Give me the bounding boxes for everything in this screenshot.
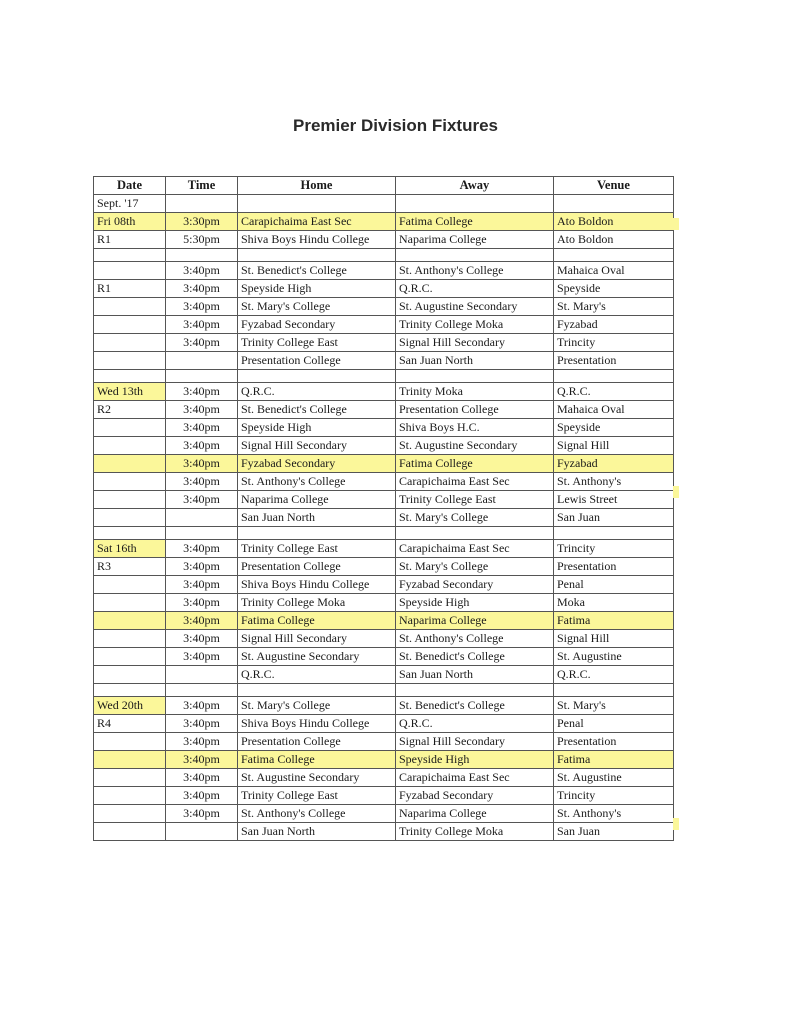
date-cell	[94, 666, 166, 684]
table-row	[94, 823, 674, 841]
away-cell: Trinity College Moka	[396, 823, 554, 841]
spacer-row	[94, 370, 674, 383]
header-date: Date	[94, 177, 166, 195]
home-cell: St. Mary's College	[238, 697, 396, 715]
home-cell: Trinity College Moka	[238, 594, 396, 612]
venue-cell: St. Augustine	[554, 648, 674, 666]
empty-cell	[238, 527, 396, 540]
venue-cell: Fatima	[554, 751, 674, 769]
empty-cell	[396, 684, 554, 697]
home-cell: Trinity College East	[238, 334, 396, 352]
empty-cell	[166, 684, 238, 697]
date-cell	[94, 473, 166, 491]
date-cell	[94, 437, 166, 455]
venue-cell: Signal Hill	[554, 437, 674, 455]
table-row	[94, 231, 674, 249]
date-cell	[94, 509, 166, 527]
date-cell	[94, 334, 166, 352]
time-cell: 3:40pm	[166, 612, 238, 630]
time-cell: 3:40pm	[166, 316, 238, 334]
date-cell	[94, 352, 166, 370]
home-cell: Carapichaima East Sec	[238, 213, 396, 231]
time-cell: 3:40pm	[166, 419, 238, 437]
away-cell: Shiva Boys H.C.	[396, 419, 554, 437]
away-cell: St. Benedict's College	[396, 697, 554, 715]
table-row	[94, 316, 674, 334]
away-cell: Fyzabad Secondary	[396, 787, 554, 805]
time-cell: 3:40pm	[166, 733, 238, 751]
highlight-mark	[673, 818, 679, 830]
date-cell	[94, 576, 166, 594]
fixtures-table	[93, 176, 674, 841]
away-cell: St. Anthony's College	[396, 630, 554, 648]
empty-cell	[396, 370, 554, 383]
table-row	[94, 401, 674, 419]
table-row	[94, 697, 674, 715]
venue-cell: Presentation	[554, 733, 674, 751]
venue-cell: Trincity	[554, 334, 674, 352]
time-cell: 3:40pm	[166, 437, 238, 455]
table-row	[94, 666, 674, 684]
away-cell: San Juan North	[396, 352, 554, 370]
time-cell: 3:40pm	[166, 805, 238, 823]
time-cell: 5:30pm	[166, 231, 238, 249]
venue-cell: St. Augustine	[554, 769, 674, 787]
home-cell: Signal Hill Secondary	[238, 630, 396, 648]
table-row	[94, 352, 674, 370]
time-cell: 3:40pm	[166, 383, 238, 401]
highlight-mark	[673, 486, 679, 498]
home-cell: San Juan North	[238, 509, 396, 527]
home-cell: Speyside High	[238, 280, 396, 298]
empty-cell	[94, 684, 166, 697]
away-cell: St. Augustine Secondary	[396, 437, 554, 455]
table-row	[94, 491, 674, 509]
empty-cell	[238, 684, 396, 697]
date-cell	[94, 751, 166, 769]
date-cell	[94, 419, 166, 437]
date-cell: Wed 20th	[94, 697, 166, 715]
venue-cell: Trincity	[554, 540, 674, 558]
empty-cell	[396, 249, 554, 262]
away-cell: Fatima College	[396, 455, 554, 473]
time-cell: 3:40pm	[166, 298, 238, 316]
table-row	[94, 751, 674, 769]
date-cell	[94, 491, 166, 509]
away-cell: Trinity Moka	[396, 383, 554, 401]
venue-cell: Mahaica Oval	[554, 401, 674, 419]
home-cell: Presentation College	[238, 558, 396, 576]
away-cell: Signal Hill Secondary	[396, 733, 554, 751]
time-cell: 3:40pm	[166, 401, 238, 419]
date-cell	[94, 262, 166, 280]
empty-cell	[94, 370, 166, 383]
home-cell: Fyzabad Secondary	[238, 316, 396, 334]
away-cell	[396, 195, 554, 213]
table-row	[94, 540, 674, 558]
away-cell: Speyside High	[396, 594, 554, 612]
date-cell	[94, 298, 166, 316]
away-cell: St. Benedict's College	[396, 648, 554, 666]
home-cell: Presentation College	[238, 352, 396, 370]
home-cell: Fyzabad Secondary	[238, 455, 396, 473]
home-cell: San Juan North	[238, 823, 396, 841]
home-cell: Fatima College	[238, 612, 396, 630]
time-cell	[166, 823, 238, 841]
time-cell: 3:40pm	[166, 576, 238, 594]
date-cell: R1	[94, 231, 166, 249]
page-title: Premier Division Fixtures	[292, 116, 499, 135]
table-row	[94, 594, 674, 612]
empty-cell	[238, 249, 396, 262]
time-cell: 3:40pm	[166, 334, 238, 352]
table-row	[94, 473, 674, 491]
table-row	[94, 334, 674, 352]
venue-cell: St. Anthony's	[554, 473, 674, 491]
venue-cell: Ato Boldon	[554, 231, 674, 249]
date-cell	[94, 630, 166, 648]
home-cell: Q.R.C.	[238, 383, 396, 401]
table-row	[94, 733, 674, 751]
home-cell: Speyside High	[238, 419, 396, 437]
time-cell: 3:40pm	[166, 280, 238, 298]
away-cell: San Juan North	[396, 666, 554, 684]
home-cell	[238, 195, 396, 213]
time-cell: 3:40pm	[166, 491, 238, 509]
home-cell: St. Anthony's College	[238, 473, 396, 491]
home-cell: Shiva Boys Hindu College	[238, 576, 396, 594]
away-cell: Naparima College	[396, 805, 554, 823]
time-cell: 3:30pm	[166, 213, 238, 231]
table-row	[94, 262, 674, 280]
table-row	[94, 195, 674, 213]
venue-cell: Q.R.C.	[554, 383, 674, 401]
date-cell	[94, 769, 166, 787]
time-cell	[166, 195, 238, 213]
empty-cell	[554, 684, 674, 697]
away-cell: St. Mary's College	[396, 509, 554, 527]
time-cell: 3:40pm	[166, 455, 238, 473]
away-cell: Naparima College	[396, 612, 554, 630]
date-cell	[94, 648, 166, 666]
date-cell: R2	[94, 401, 166, 419]
empty-cell	[94, 527, 166, 540]
time-cell: 3:40pm	[166, 715, 238, 733]
empty-cell	[166, 249, 238, 262]
away-cell: Trinity College Moka	[396, 316, 554, 334]
date-cell	[94, 594, 166, 612]
venue-cell: Trincity	[554, 787, 674, 805]
away-cell: Carapichaima East Sec	[396, 540, 554, 558]
venue-cell: Speyside	[554, 419, 674, 437]
home-cell: St. Augustine Secondary	[238, 769, 396, 787]
venue-cell: Moka	[554, 594, 674, 612]
home-cell: Signal Hill Secondary	[238, 437, 396, 455]
venue-cell	[554, 195, 674, 213]
home-cell: Naparima College	[238, 491, 396, 509]
away-cell: St. Anthony's College	[396, 262, 554, 280]
venue-cell: Lewis Street	[554, 491, 674, 509]
empty-cell	[166, 527, 238, 540]
spacer-row	[94, 684, 674, 697]
away-cell: Presentation College	[396, 401, 554, 419]
venue-cell: San Juan	[554, 823, 674, 841]
venue-cell: St. Mary's	[554, 298, 674, 316]
table-row	[94, 455, 674, 473]
time-cell: 3:40pm	[166, 473, 238, 491]
time-cell: 3:40pm	[166, 262, 238, 280]
venue-cell: Mahaica Oval	[554, 262, 674, 280]
home-cell: Trinity College East	[238, 540, 396, 558]
empty-cell	[554, 370, 674, 383]
spacer-row	[94, 249, 674, 262]
spacer-row	[94, 527, 674, 540]
table-row	[94, 787, 674, 805]
venue-cell: St. Anthony's	[554, 805, 674, 823]
home-cell: Shiva Boys Hindu College	[238, 231, 396, 249]
home-cell: Presentation College	[238, 733, 396, 751]
time-cell: 3:40pm	[166, 558, 238, 576]
home-cell: Trinity College East	[238, 787, 396, 805]
away-cell: St. Augustine Secondary	[396, 298, 554, 316]
date-cell	[94, 805, 166, 823]
venue-cell: Presentation	[554, 352, 674, 370]
table-row	[94, 805, 674, 823]
home-cell: Q.R.C.	[238, 666, 396, 684]
date-cell: Wed 13th	[94, 383, 166, 401]
venue-cell: Ato Boldon	[554, 213, 674, 231]
time-cell: 3:40pm	[166, 630, 238, 648]
header-venue: Venue	[554, 177, 674, 195]
empty-cell	[94, 249, 166, 262]
date-cell: Sat 16th	[94, 540, 166, 558]
fixtures-body	[94, 195, 674, 841]
table-row	[94, 769, 674, 787]
table-row	[94, 437, 674, 455]
venue-cell: St. Mary's	[554, 697, 674, 715]
date-cell	[94, 316, 166, 334]
time-cell	[166, 666, 238, 684]
time-cell	[166, 509, 238, 527]
table-row	[94, 383, 674, 401]
venue-cell: San Juan	[554, 509, 674, 527]
time-cell: 3:40pm	[166, 787, 238, 805]
table-row	[94, 298, 674, 316]
date-cell	[94, 733, 166, 751]
away-cell: Q.R.C.	[396, 715, 554, 733]
date-cell: Fri 08th	[94, 213, 166, 231]
away-cell: Carapichaima East Sec	[396, 473, 554, 491]
venue-cell: Q.R.C.	[554, 666, 674, 684]
away-cell: Q.R.C.	[396, 280, 554, 298]
header-time: Time	[166, 177, 238, 195]
empty-cell	[554, 249, 674, 262]
date-cell: R4	[94, 715, 166, 733]
time-cell: 3:40pm	[166, 594, 238, 612]
home-cell: St. Anthony's College	[238, 805, 396, 823]
table-header-row	[94, 177, 674, 195]
highlight-mark	[673, 218, 679, 230]
venue-cell: Fyzabad	[554, 316, 674, 334]
away-cell: Fatima College	[396, 213, 554, 231]
home-cell: Fatima College	[238, 751, 396, 769]
away-cell: St. Mary's College	[396, 558, 554, 576]
away-cell: Speyside High	[396, 751, 554, 769]
empty-cell	[554, 527, 674, 540]
time-cell	[166, 352, 238, 370]
venue-cell: Penal	[554, 576, 674, 594]
away-cell: Trinity College East	[396, 491, 554, 509]
table-row	[94, 576, 674, 594]
empty-cell	[396, 527, 554, 540]
table-row	[94, 558, 674, 576]
date-cell	[94, 612, 166, 630]
table-row	[94, 213, 674, 231]
home-cell: St. Augustine Secondary	[238, 648, 396, 666]
table-row	[94, 715, 674, 733]
away-cell: Signal Hill Secondary	[396, 334, 554, 352]
away-cell: Carapichaima East Sec	[396, 769, 554, 787]
time-cell: 3:40pm	[166, 769, 238, 787]
home-cell: St. Benedict's College	[238, 262, 396, 280]
date-cell	[94, 823, 166, 841]
time-cell: 3:40pm	[166, 540, 238, 558]
home-cell: Shiva Boys Hindu College	[238, 715, 396, 733]
table-row	[94, 630, 674, 648]
venue-cell: Penal	[554, 715, 674, 733]
date-cell	[94, 787, 166, 805]
venue-cell: Speyside	[554, 280, 674, 298]
table-row	[94, 509, 674, 527]
time-cell: 3:40pm	[166, 648, 238, 666]
time-cell: 3:40pm	[166, 751, 238, 769]
table-row	[94, 648, 674, 666]
date-cell: R1	[94, 280, 166, 298]
time-cell: 3:40pm	[166, 697, 238, 715]
home-cell: St. Mary's College	[238, 298, 396, 316]
away-cell: Naparima College	[396, 231, 554, 249]
table-row	[94, 280, 674, 298]
date-cell: R3	[94, 558, 166, 576]
header-home: Home	[238, 177, 396, 195]
away-cell: Fyzabad Secondary	[396, 576, 554, 594]
table-row	[94, 612, 674, 630]
venue-cell: Fatima	[554, 612, 674, 630]
home-cell: St. Benedict's College	[238, 401, 396, 419]
empty-cell	[166, 370, 238, 383]
date-cell: Sept. '17	[94, 195, 166, 213]
empty-cell	[238, 370, 396, 383]
venue-cell: Fyzabad	[554, 455, 674, 473]
venue-cell: Presentation	[554, 558, 674, 576]
date-cell	[94, 455, 166, 473]
header-away: Away	[396, 177, 554, 195]
table-row	[94, 419, 674, 437]
venue-cell: Signal Hill	[554, 630, 674, 648]
